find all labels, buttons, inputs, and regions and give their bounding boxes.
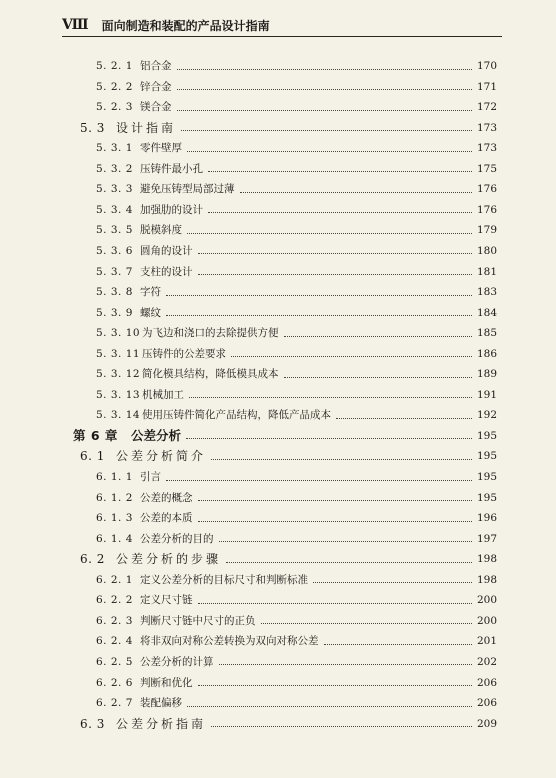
dot-leader: [261, 623, 473, 624]
toc-entry: [80, 550, 497, 568]
toc-entry-title: 压铸件最小孔: [140, 162, 203, 175]
toc-entry-title: 铝合金: [140, 60, 172, 72]
toc-entry-number: 6. 3: [80, 716, 105, 731]
dot-leader: [187, 233, 472, 234]
toc-entry: [96, 201, 497, 219]
toc-entry: [96, 221, 497, 239]
toc-entry: [96, 57, 497, 75]
toc-entry-title: 脱模斜度: [140, 224, 182, 237]
toc-entry-number: 第 6 章: [73, 427, 118, 443]
dot-leader: [166, 315, 472, 316]
toc-entry-title: 公差分析指南: [116, 716, 207, 731]
dot-leader: [198, 685, 473, 686]
toc-entry-title: 压铸件的公差要求: [142, 347, 226, 360]
toc-entry-title: 字符: [140, 286, 161, 299]
toc-entry-page: 195: [476, 491, 497, 504]
toc-entry-title: 引言: [140, 471, 161, 483]
toc-entry-page: 200: [476, 594, 497, 607]
dot-leader: [177, 69, 473, 70]
toc-entry: [96, 304, 497, 322]
toc-entry-title: 镁合金: [140, 101, 172, 114]
toc-entry-title: 为飞边和浇口的去除提供方便: [142, 327, 279, 340]
toc-entry: [96, 571, 497, 589]
dot-leader: [187, 151, 472, 152]
toc-entry-title: 定义尺寸链: [140, 594, 193, 607]
toc-entry-page: 209: [476, 717, 497, 730]
dot-leader: [211, 726, 472, 727]
toc-entry-number: 6. 1. 3: [96, 512, 133, 525]
toc-entry: [80, 119, 497, 137]
toc-entry-number: 5. 3. 12: [96, 368, 141, 381]
toc-entry-page: 198: [476, 573, 497, 586]
toc-entry: [80, 447, 497, 465]
toc-entry-number: 5. 3. 6: [96, 244, 133, 257]
dot-leader: [226, 562, 472, 563]
toc-entry-title: 避免压铸型局部过薄: [140, 183, 235, 196]
toc-entry-title: 公差分析的步骤: [116, 552, 222, 567]
toc-entry-page: 183: [476, 286, 497, 299]
toc-entry-number: 6. 2. 7: [96, 697, 133, 710]
toc-entry-page: 176: [476, 183, 497, 196]
dot-leader: [198, 253, 473, 254]
toc-entry-page: 185: [476, 327, 497, 340]
dot-leader: [166, 480, 472, 481]
toc-entry: [96, 591, 497, 609]
dot-leader: [181, 130, 472, 131]
toc-entry-page: 192: [476, 409, 497, 422]
toc-entry-title: 加强肋的设计: [140, 203, 203, 216]
toc-entry-page: 175: [476, 162, 497, 175]
toc-entry-page: 197: [476, 532, 497, 545]
toc-entry-number: 6. 1: [80, 449, 105, 464]
toc-entry: [96, 386, 497, 404]
toc-entry: [96, 345, 497, 363]
toc-entry-page: 172: [476, 101, 497, 114]
toc-entry-title: 圆角的设计: [140, 244, 193, 257]
toc-entry: [96, 324, 497, 342]
dot-leader: [284, 336, 473, 337]
toc-entry: [96, 694, 497, 712]
header-book-title: 面向制造和装配的产品设计指南: [101, 18, 270, 33]
toc-entry-page: 181: [476, 265, 497, 278]
toc-entry: [80, 715, 497, 733]
toc-entry-page: 206: [476, 697, 497, 710]
dot-leader: [336, 418, 472, 419]
toc-entry-page: 195: [476, 429, 497, 442]
toc-entry-title: 螺纹: [140, 306, 161, 319]
toc-entry-page: 202: [476, 655, 497, 668]
toc-entry-page: 170: [476, 60, 497, 72]
toc-entry: [96, 674, 497, 692]
toc-entry-number: 5. 3. 11: [96, 347, 141, 360]
dot-leader: [208, 171, 472, 172]
toc-entry-title: 装配偏移: [140, 697, 182, 710]
toc-entry: [96, 78, 497, 96]
dot-leader: [198, 274, 473, 275]
toc-entry-page: 191: [476, 388, 497, 401]
toc-entry-title: 公差的本质: [140, 512, 193, 525]
dot-leader: [231, 356, 472, 357]
toc-entry-title: 机械加工: [142, 388, 184, 401]
toc-entry: [96, 242, 497, 260]
toc-entry-page: 196: [476, 512, 497, 525]
toc-entry: [96, 160, 497, 178]
toc-entry-number: 5. 3. 7: [96, 265, 133, 278]
dot-leader: [177, 110, 473, 111]
toc-entry-number: 5. 3. 9: [96, 306, 133, 319]
toc-entry-number: 6. 2: [80, 552, 105, 567]
toc-entry: [96, 653, 497, 671]
toc-entry: [73, 427, 497, 445]
toc-entry: [96, 632, 497, 650]
toc-entry-page: 171: [476, 80, 497, 93]
toc-entry-page: 198: [476, 553, 497, 566]
dot-leader: [187, 706, 472, 707]
toc-entry-title: 将非双向对称公差转换为双向对称公差: [140, 635, 319, 648]
toc-entry-number: 5. 3. 13: [96, 388, 141, 401]
toc-entry: [96, 283, 497, 301]
toc-entry-title: 判断尺寸链中尺寸的正负: [140, 614, 256, 627]
toc-entry-number: 5. 2. 3: [96, 101, 133, 114]
toc-entry-page: 201: [476, 635, 497, 648]
dot-leader: [313, 582, 472, 583]
toc-entry-number: 5. 3. 10: [96, 327, 141, 340]
dot-leader: [240, 192, 473, 193]
dot-leader: [219, 541, 473, 542]
toc-entry: [96, 365, 497, 383]
toc-entry: [96, 263, 497, 281]
dot-leader: [211, 459, 472, 460]
toc-entry-number: 6. 2. 3: [96, 614, 133, 627]
toc-entry-number: 6. 2. 2: [96, 594, 133, 607]
dot-leader: [198, 521, 473, 522]
toc-entry-page: 173: [476, 142, 497, 155]
toc-entry-page: 184: [476, 306, 497, 319]
header-page-number: Ⅷ: [62, 17, 88, 33]
dot-leader: [166, 295, 472, 296]
toc-entry-number: 5. 2. 1: [96, 60, 133, 72]
toc-entry-page: 189: [476, 368, 497, 381]
toc-entry: [96, 180, 497, 198]
toc-entry-number: 5. 3. 3: [96, 183, 133, 196]
dot-leader: [189, 397, 472, 398]
toc-entry-number: 6. 2. 6: [96, 676, 133, 689]
toc-entry-title: 零件壁厚: [140, 142, 182, 155]
toc-entry-title: 简化模具结构，降低模具成本: [142, 368, 279, 381]
toc-entry: [96, 98, 497, 116]
toc-entry-number: 5. 3. 4: [96, 203, 133, 216]
toc-entry-number: 6. 2. 1: [96, 573, 133, 586]
toc-entry-page: 176: [476, 203, 497, 216]
dot-leader: [198, 500, 473, 501]
dot-leader: [284, 377, 473, 378]
toc-entry-number: 6. 1. 1: [96, 471, 133, 483]
toc-entry-page: 206: [476, 676, 497, 689]
toc-entry-title: 公差分析的目的: [140, 532, 214, 545]
dot-leader: [177, 89, 473, 90]
toc-entry-title: 定义公差分析的目标尺寸和判断标准: [140, 573, 308, 586]
toc-entry-number: 5. 3. 2: [96, 162, 133, 175]
toc-entry-title: 判断和优化: [140, 676, 193, 689]
dot-leader: [208, 212, 472, 213]
toc-entry-page: 200: [476, 614, 497, 627]
toc-entry-number: 5. 3. 14: [96, 409, 141, 422]
toc-entry-number: 6. 2. 4: [96, 635, 133, 648]
toc-entry-title: 公差分析简介: [116, 449, 207, 464]
toc-entry: [96, 530, 497, 548]
toc-entry-number: 6. 1. 2: [96, 491, 133, 504]
dot-leader: [219, 664, 473, 665]
dot-leader: [324, 644, 473, 645]
toc-entry-number: 6. 2. 5: [96, 655, 133, 668]
toc-entry: [96, 489, 497, 507]
toc-entry: [96, 406, 497, 424]
toc-entry-title: 设计指南: [116, 120, 177, 135]
toc-entry-number: 6. 1. 4: [96, 532, 133, 545]
toc-entry-number: 5. 3. 8: [96, 286, 133, 299]
toc-entry-title: 公差分析: [131, 427, 182, 443]
toc-entry: [96, 509, 497, 527]
dot-leader: [186, 438, 472, 439]
toc-entry-title: 公差分析的计算: [140, 655, 214, 668]
toc-entry-page: 186: [476, 347, 497, 360]
toc-entry-number: 5. 2. 2: [96, 80, 133, 93]
toc-entry-page: 195: [476, 450, 497, 463]
toc-entry: [96, 468, 497, 486]
toc-entry-page: 195: [476, 471, 497, 483]
toc-entry-title: 支柱的设计: [140, 265, 193, 278]
toc-entry-number: 5. 3. 1: [96, 142, 133, 155]
toc-entry-title: 锌合金: [140, 80, 172, 93]
toc-entry-title: 公差的概念: [140, 491, 193, 504]
running-header: [62, 14, 502, 37]
toc-entry: [96, 139, 497, 157]
toc-entry-number: 5. 3. 5: [96, 224, 133, 237]
toc-entry-number: 5. 3: [80, 120, 105, 135]
toc-entry: [96, 612, 497, 630]
toc-entry-page: 173: [476, 121, 497, 134]
toc-entry-page: 179: [476, 224, 497, 237]
toc-entry-page: 180: [476, 244, 497, 257]
dot-leader: [198, 603, 473, 604]
toc-entry-title: 使用压铸件简化产品结构，降低产品成本: [142, 409, 331, 422]
